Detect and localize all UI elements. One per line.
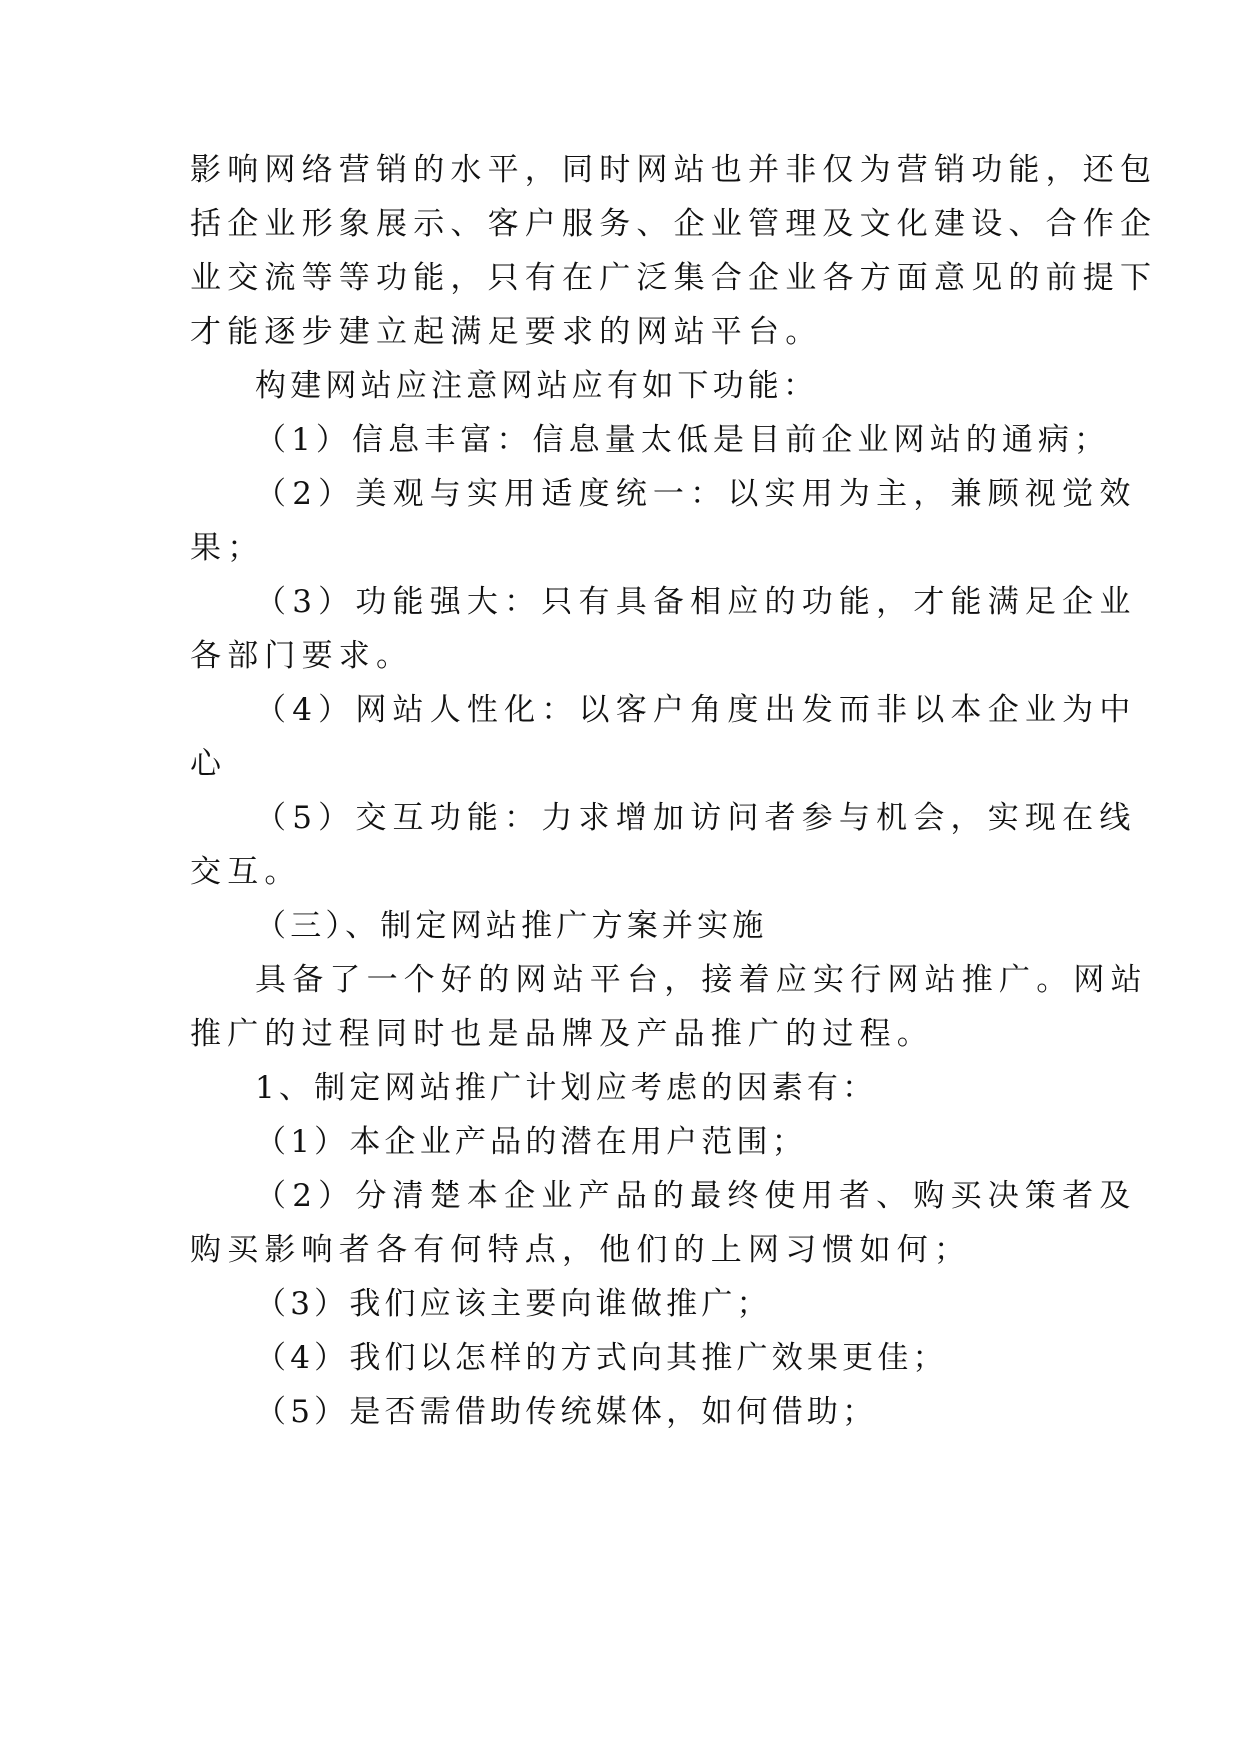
list-item-3-line-1: （3）功能强大：只有具备相应的功能，才能满足企业 [255,584,1137,620]
list-item-1: （1）信息丰富：信息量太低是目前企业网站的通病； [255,422,1111,458]
paragraph-line: 业交流等等功能，只有在广泛集合企业各方面意见的前提下 [190,260,1158,296]
factor-item-5: （5）是否需借助传统媒体，如何借助； [255,1394,878,1430]
factor-item-2-line-2: 购买影响者各有何特点，他们的上网习惯如何； [190,1232,972,1268]
list-item-4-line-2: 心 [190,746,228,782]
factor-item-1: （1）本企业产品的潜在用户范围； [255,1124,807,1160]
paragraph-line: 才能逐步建立起满足要求的网站平台。 [190,314,823,350]
list-item-5-line-2: 交互。 [190,854,302,890]
list-item-5-line-1: （5）交互功能：力求增加访问者参与机会，实现在线 [255,800,1137,836]
paragraph-line: 影响网络营销的水平，同时网站也并非仅为营销功能，还包 [190,152,1158,188]
paragraph-line: 推广的过程同时也是品牌及产品推广的过程。 [190,1016,934,1052]
section-intro-line: 构建网站应注意网站应有如下功能： [255,368,819,404]
subheading: 1、制定网站推广计划应考虑的因素有： [255,1070,878,1106]
factor-item-3: （3）我们应该主要向谁做推广； [255,1286,772,1322]
paragraph-line: 具备了一个好的网站平台，接着应实行网站推广。网站 [255,962,1148,998]
list-item-2-line-1: （2）美观与实用适度统一：以实用为主，兼顾视觉效 [255,476,1137,512]
list-item-2-line-2: 果； [190,530,265,566]
section-heading: （三）、制定网站推广方案并实施 [255,908,768,944]
factor-item-2-line-1: （2）分清楚本企业产品的最终使用者、购买决策者及 [255,1178,1137,1214]
paragraph-line: 括企业形象展示、客户服务、企业管理及文化建设、合作企 [190,206,1158,242]
factor-item-4: （4）我们以怎样的方式向其推广效果更佳； [255,1340,948,1376]
list-item-3-line-2: 各部门要求。 [190,638,414,674]
list-item-4-line-1: （4）网站人性化：以客户角度出发而非以本企业为中 [255,692,1137,728]
